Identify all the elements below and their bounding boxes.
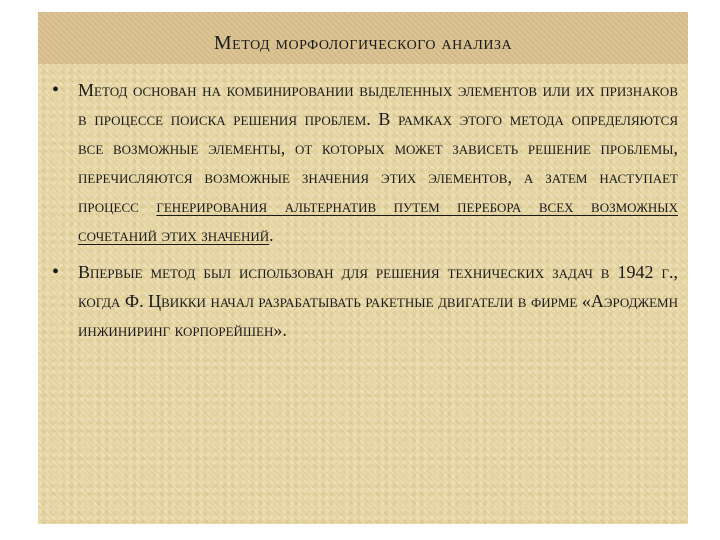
bullet-dot-icon: • — [52, 79, 60, 101]
slide-title: Метод морфологического анализа — [213, 32, 513, 54]
title-bar — [38, 12, 688, 64]
bullet-item-1 — [52, 76, 678, 250]
bullet-2-text: Впервые метод был использован для решения технических задач в 1942 г., когда Ф. Цвикки начал разрабатывать ракетные двигатели в фирме «Аэроджемн инжиниринг корпорейшен». — [78, 262, 678, 340]
bullet-1-tail: . — [269, 225, 274, 245]
bullet-1-text: Метод основан на комбинировании выделенных элементов или их признаков в процессе поиска решения проблем. В рамках этого метода определяются все возможные элементы, от которых может зависеть решение проблемы, перечисляются возможные значения этих элементов, а затем наступает процесс — [78, 80, 678, 216]
bullet-1-underlined-text: генерирования альтернатив путем перебора всех возможных сочетаний этих значений — [78, 196, 679, 245]
bullet-item-2 — [52, 258, 678, 345]
slide-content — [52, 76, 678, 353]
bullet-dot-icon: • — [52, 261, 60, 283]
